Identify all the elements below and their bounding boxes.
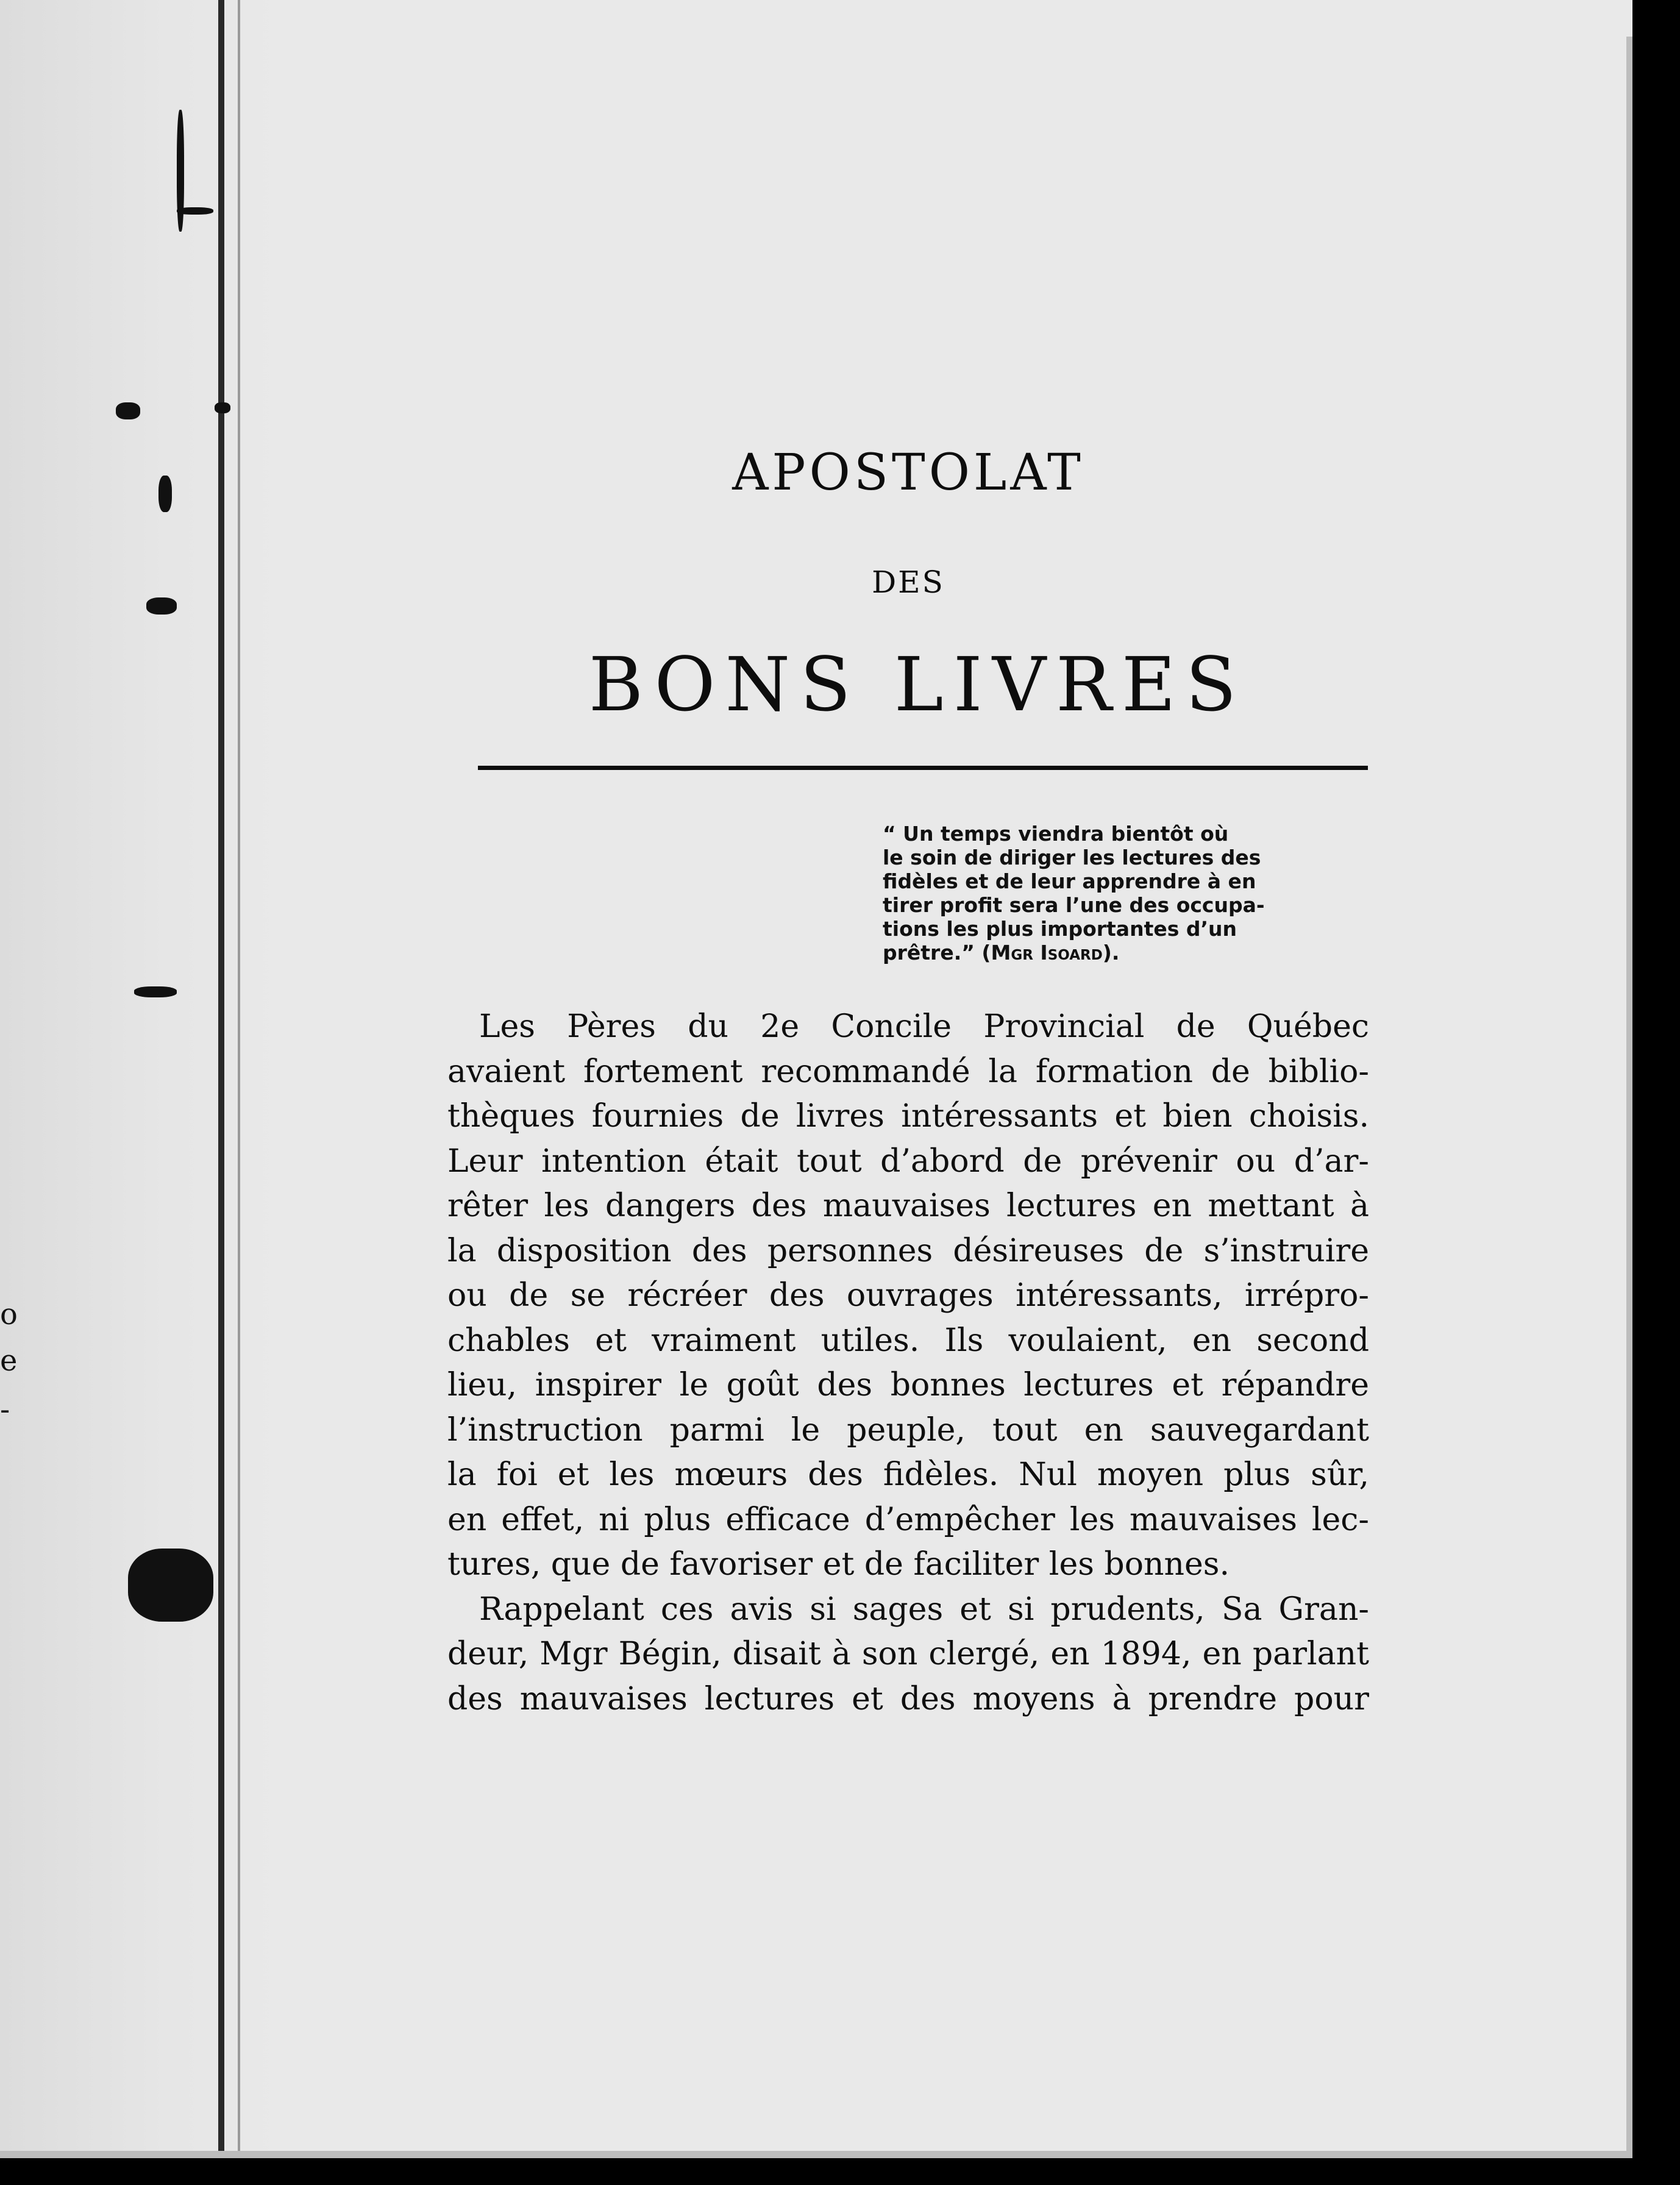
page-bottom-edge — [0, 2151, 1632, 2158]
paragraph-line: thèques fournies de livres intéressants et bien choisis. — [447, 1098, 1369, 1135]
title-apostolat: APOSTOLAT — [732, 444, 1084, 502]
title-bons-livres: BONS LIVRES — [588, 641, 1247, 728]
paragraph-line: Les Pères du 2e Concile Provincial de Québec — [479, 1008, 1369, 1045]
epigraph-attribution: (Mgr Isoard). — [981, 941, 1120, 964]
paragraph-line: deur, Mgr Bégin, disait à son clergé, en 1894, en parlant — [447, 1636, 1369, 1672]
paragraph-line: avaient fortement recommandé la formation de biblio- — [447, 1053, 1369, 1090]
ink-blot — [215, 402, 230, 413]
title-rule — [478, 766, 1368, 770]
paragraph-line: la disposition des personnes désireuses de s’instruire — [447, 1232, 1369, 1269]
ink-blot — [146, 597, 177, 615]
margin-fragment: e — [0, 1344, 18, 1378]
paragraph-line: l’instruction parmi le peuple, tout en sauvegardant — [447, 1411, 1369, 1449]
epigraph-line: tions les plus importantes d’un — [883, 917, 1237, 941]
ink-blot — [128, 1549, 213, 1622]
epigraph-line: prêtre.” — [883, 941, 982, 964]
epigraph-line: tirer profit sera l’une des occupa- — [883, 893, 1265, 917]
paragraph-line: tures, que de favoriser et de faciliter les bonnes. — [447, 1546, 1230, 1583]
body-text — [447, 1005, 1369, 1722]
paragraph-line: la foi et les mœurs des fidèles. Nul moyen plus sûr, — [447, 1456, 1369, 1493]
binding-seam — [218, 0, 224, 2158]
paragraph-line: chables et vraiment utiles. Ils voulaient, en second — [447, 1322, 1369, 1359]
ink-blot — [116, 402, 140, 419]
epigraph-line: fidèles et de leur apprendre à en — [883, 869, 1256, 893]
binding-gutter — [183, 0, 262, 2158]
page-right-edge — [1626, 37, 1632, 2158]
binding-shadow — [238, 0, 240, 2158]
ink-blot — [177, 207, 213, 215]
paragraph-line: des mauvaises lectures et des moyens à prendre pour — [447, 1680, 1369, 1717]
epigraph-line-last — [883, 941, 1370, 964]
paragraph-line: en effet, ni plus efficace d’empêcher les mauvaises lec- — [447, 1501, 1369, 1538]
paragraph-line: rêter les dangers des mauvaises lectures en mettant à — [447, 1188, 1369, 1224]
ink-blot — [134, 986, 177, 997]
epigraph-line: le soin de diriger les lectures des — [883, 846, 1261, 869]
paragraph-line: lieu, inspirer le goût des bonnes lectures et répandre — [447, 1367, 1369, 1403]
paragraph-line: ou de se récréer des ouvrages intéressants, irrépro- — [447, 1277, 1369, 1314]
epigraph-quote — [883, 822, 1370, 964]
epigraph-line: “ Un temps viendra bientôt où — [883, 822, 1229, 846]
ink-blot — [158, 476, 172, 512]
title-des: DES — [872, 565, 945, 600]
margin-fragment: o — [0, 1297, 18, 1331]
margin-fragment: - — [0, 1392, 10, 1427]
paragraph-line: Rappelant ces avis si sages et si prudents, Sa Gran- — [479, 1591, 1369, 1628]
paragraph-line: Leur intention était tout d’abord de prévenir ou d’ar- — [447, 1142, 1369, 1180]
